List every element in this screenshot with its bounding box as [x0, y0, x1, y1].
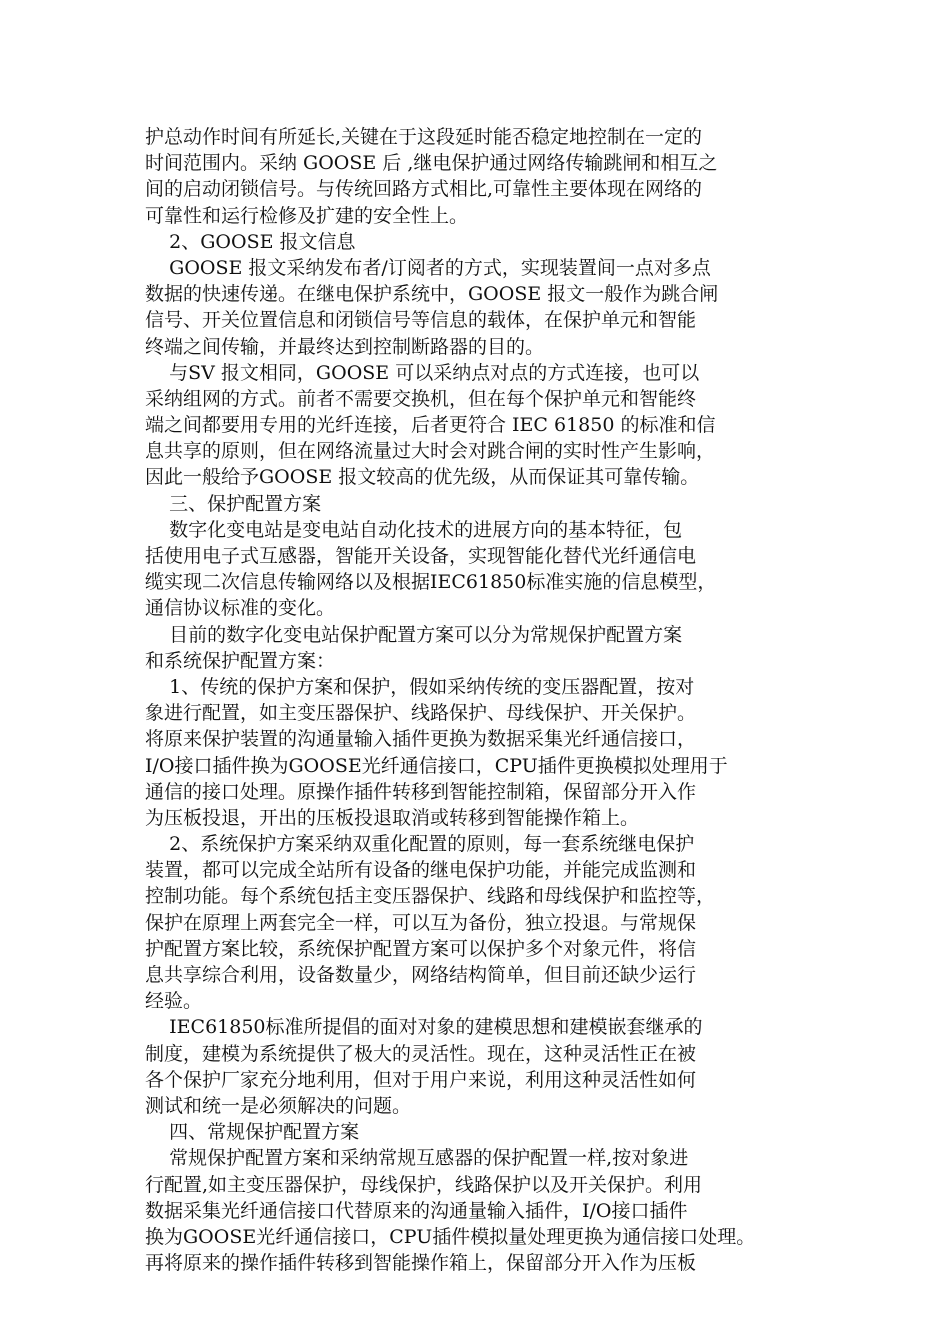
text-line: 保护在原理上两套完全一样，可以互为备份，独立投退。与常规保 — [145, 911, 697, 934]
text-line: 因此一般给予GOOSE 报文较高的优先级，从而保证其可靠传输。 — [145, 466, 700, 489]
text-line: 2、系统保护方案采纳双重化配置的原则，每一套系统继电保护 — [145, 833, 695, 856]
section-heading: 四、常规保护配置方案 — [145, 1121, 360, 1144]
text-line: 测试和统一是必须解决的问题。 — [145, 1094, 412, 1117]
text-line: 缆实现二次信息传输网络以及根据IEC61850标准实施的信息模型， — [145, 571, 717, 594]
text-line: 为压板投退，开出的压板投退取消或转移到智能操作箱上。 — [145, 806, 640, 829]
text-line: 采纳组网的方式。前者不需要交换机，但在每个保护单元和智能终 — [145, 387, 697, 410]
text-line: 端之间都要用专用的光纤连接，后者更符合 IEC 61850 的标准和信 — [145, 414, 716, 437]
text-line: 护总动作时间有所延长,关键在于这段延时能否稳定地控制在一定的 — [145, 126, 703, 148]
text-line: 息共享综合利用，设备数量少，网络结构简单，但目前还缺少运行 — [145, 964, 697, 986]
text-line: 数据的快速传递。在继电保护系统中，GOOSE 报文一般作为跳合闸 — [145, 283, 719, 306]
text-line: 再将原来的操作插件转移到智能操作箱上，保留部分开入作为压板 — [145, 1252, 697, 1275]
document-body — [145, 124, 825, 1276]
text-line: 时间范围内。采纳 GOOSE 后 ,继电保护通过网络传输跳闸和相互之 — [145, 152, 718, 175]
text-line: 信号、开关位置信息和闭锁信号等信息的载体，在保护单元和智能 — [145, 309, 697, 332]
text-line: 间的启动闭锁信号。与传统回路方式相比,可靠性主要体现在网络的 — [145, 178, 703, 201]
text-line: IEC61850标准所提倡的面对对象的建模思想和建模嵌套继承的 — [145, 1016, 703, 1039]
text-line: 和系统保护配置方案： — [145, 649, 336, 672]
text-line: 各个保护厂家充分地利用，但对于用户来说，利用这种灵活性如何 — [145, 1068, 697, 1091]
text-line: 通信协议标准的变化。 — [145, 597, 336, 620]
text-line: 象进行配置，如主变压器保护、线路保护、母线保护、开关保护。 — [145, 702, 697, 725]
text-line: 行配置,如主变压器保护，母线保护，线路保护以及开关保护。利用 — [145, 1173, 703, 1196]
text-line: I/O接口插件换为GOOSE光纤通信接口，CPU插件更换模拟处理用于 — [145, 754, 728, 777]
text-line: 括使用电子式互感器，智能开关设备，实现智能化替代光纤通信电 — [145, 545, 697, 567]
text-line: GOOSE 报文采纳发布者/订阅者的方式，实现装置间一点对多点 — [145, 256, 711, 279]
text-line: 数字化变电站是变电站自动化技术的进展方向的基本特征，包 — [145, 518, 683, 541]
section-heading: 2、GOOSE 报文信息 — [145, 230, 356, 253]
text-line: 息共享的原则，但在网络流量过大时会对跳合闸的实时性产生影响， — [145, 440, 716, 463]
text-line: 通信的接口处理。原操作插件转移到智能控制箱，保留部分开入作 — [145, 780, 697, 803]
text-line: 1、传统的保护方案和保护，假如采纳传统的变压器配置，按对 — [145, 675, 695, 698]
text-line: 制度，建模为系统提供了极大的灵活性。现在，这种灵活性正在被 — [145, 1042, 697, 1065]
text-line: 护配置方案比较，系统保护配置方案可以保护多个对象元件，将信 — [145, 937, 697, 960]
text-line: 经验。 — [145, 990, 203, 1013]
text-line: 将原来保护装置的沟通量输入插件更换为数据采集光纤通信接口， — [145, 728, 697, 751]
text-line: 目前的数字化变电站保护配置方案可以分为常规保护配置方案 — [145, 623, 683, 646]
text-line: 数据采集光纤通信接口代替原来的沟通量输入插件，I/O接口插件 — [145, 1199, 688, 1222]
text-line: 与SV 报文相同，GOOSE 可以采纳点对点的方式连接，也可以 — [145, 361, 700, 384]
text-line: 控制功能。每个系统包括主变压器保护、线路和母线保护和监控等， — [145, 885, 716, 908]
text-line: 换为GOOSE光纤通信接口，CPU插件模拟量处理更换为通信接口处理。 — [145, 1225, 756, 1248]
text-line: 装置，都可以完成全站所有设备的继电保护功能，并能完成监测和 — [145, 859, 697, 882]
text-line: 常规保护配置方案和采纳常规互感器的保护配置一样,按对象进 — [145, 1147, 689, 1170]
section-heading: 三、保护配置方案 — [145, 492, 322, 515]
text-line: 终端之间传输，并最终达到控制断路器的目的。 — [145, 335, 545, 358]
text-line: 可靠性和运行检修及扩建的安全性上。 — [145, 204, 469, 227]
